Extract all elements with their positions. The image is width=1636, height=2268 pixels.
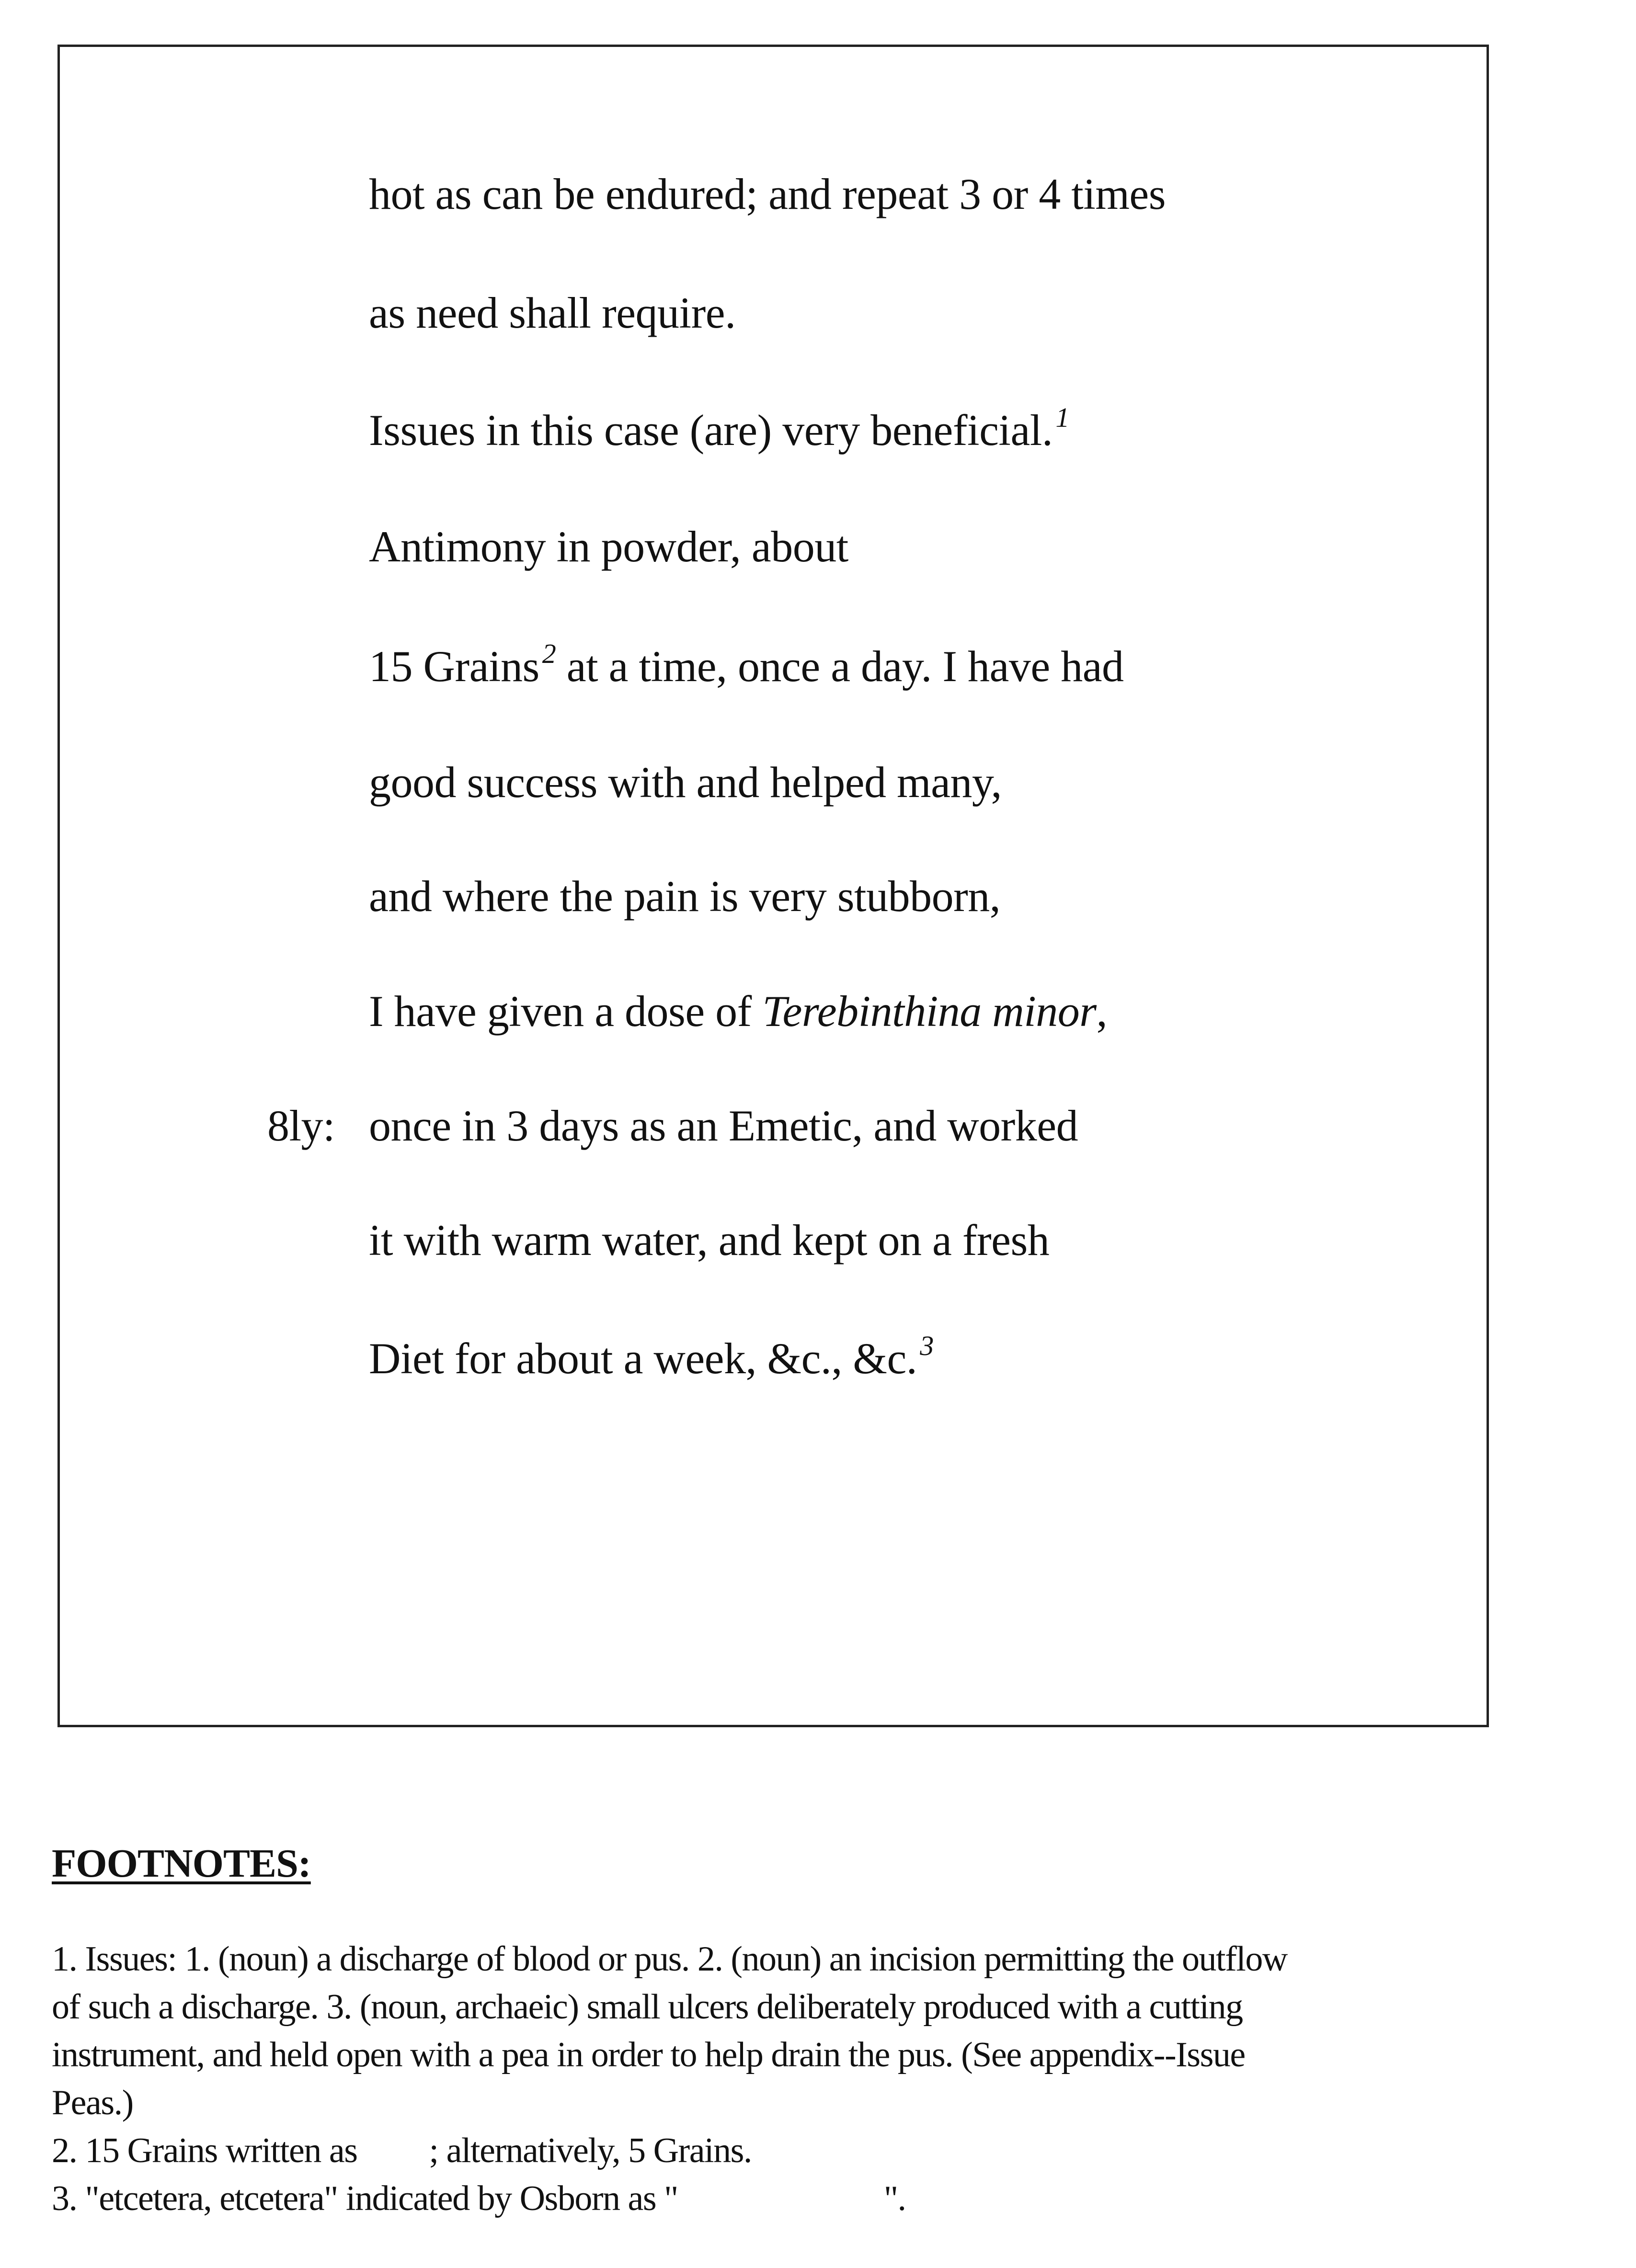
text-line-8-comma: , [1096,987,1108,1036]
text-line-7-content: and where the pain is very stubborn, [369,872,1001,921]
margin-label: 8ly: [267,1101,335,1150]
footnote-line-1: 1. Issues: 1. (noun) a discharge of blood or pus. 2. (noun) an incision permitting the outflow [52,1939,1287,1979]
text-line-5-start: 15 Grains [369,642,539,691]
text-line-11-content: Diet for about a week, &c., &c. [369,1334,917,1383]
text-line-3-content: Issues in this case (are) very beneficial. [369,406,1053,455]
footnote-3-start: 3. "etcetera, etcetera" indicated by Osborn as " [52,2179,678,2218]
text-line-8-start: I have given a dose of [369,987,752,1036]
footnote-line-6 [52,2175,1623,2222]
text-line-5 [369,640,1124,693]
text-line-10-content: it with warm water, and kept on a fresh [369,1216,1050,1265]
footnote-line-4: Peas.) [52,2083,133,2122]
footnote-line-5 [52,2127,1623,2175]
footnote-2-start: 2. 15 Grains written as [52,2131,357,2170]
latin-term: Terebinthina minor [762,987,1097,1036]
text-line-4-content: Antimony in powder, about [369,522,848,571]
transcription-box [57,45,1489,1727]
text-line-1-content: hot as can be endured; and repeat 3 or 4 times [369,170,1166,218]
footnote-marker-3: 3 [920,1330,934,1361]
footnote-line-2: of such a discharge. 3. (noun, archaeic) small ulcers deliberately produced with a cutting [52,1987,1243,2027]
text-line-9-content: once in 3 days as an Emetic, and worked [369,1101,1078,1150]
text-line-3 [369,404,1069,456]
text-line-10 [369,1214,1049,1266]
text-line-7 [369,870,1000,923]
text-line-11 [369,1332,934,1385]
footnote-marker-2: 2 [542,638,556,669]
footnote-line-3: instrument, and held open with a pea in order to help drain the pus. (See appendix--Issue [52,2035,1245,2074]
text-line-6-content: good success with and helped many, [369,758,1002,807]
text-line-1 [369,168,1166,220]
footnotes-section [52,1935,1623,2222]
text-line-2-content: as need shall require. [369,288,736,337]
text-line-9 [267,1099,1078,1152]
footnote-2-end: ; alternatively, 5 Grains. [429,2131,752,2170]
footnotes-heading: FOOTNOTES: [52,1841,311,1886]
text-line-5-end: at a time, once a day. I have had [566,642,1124,691]
footnote-marker-1: 1 [1055,402,1069,433]
footnote-3-end: ". [883,2179,906,2218]
text-line-2 [369,286,736,339]
text-line-8 [369,985,1107,1037]
text-line-6 [369,756,1002,809]
text-line-4 [369,520,848,573]
